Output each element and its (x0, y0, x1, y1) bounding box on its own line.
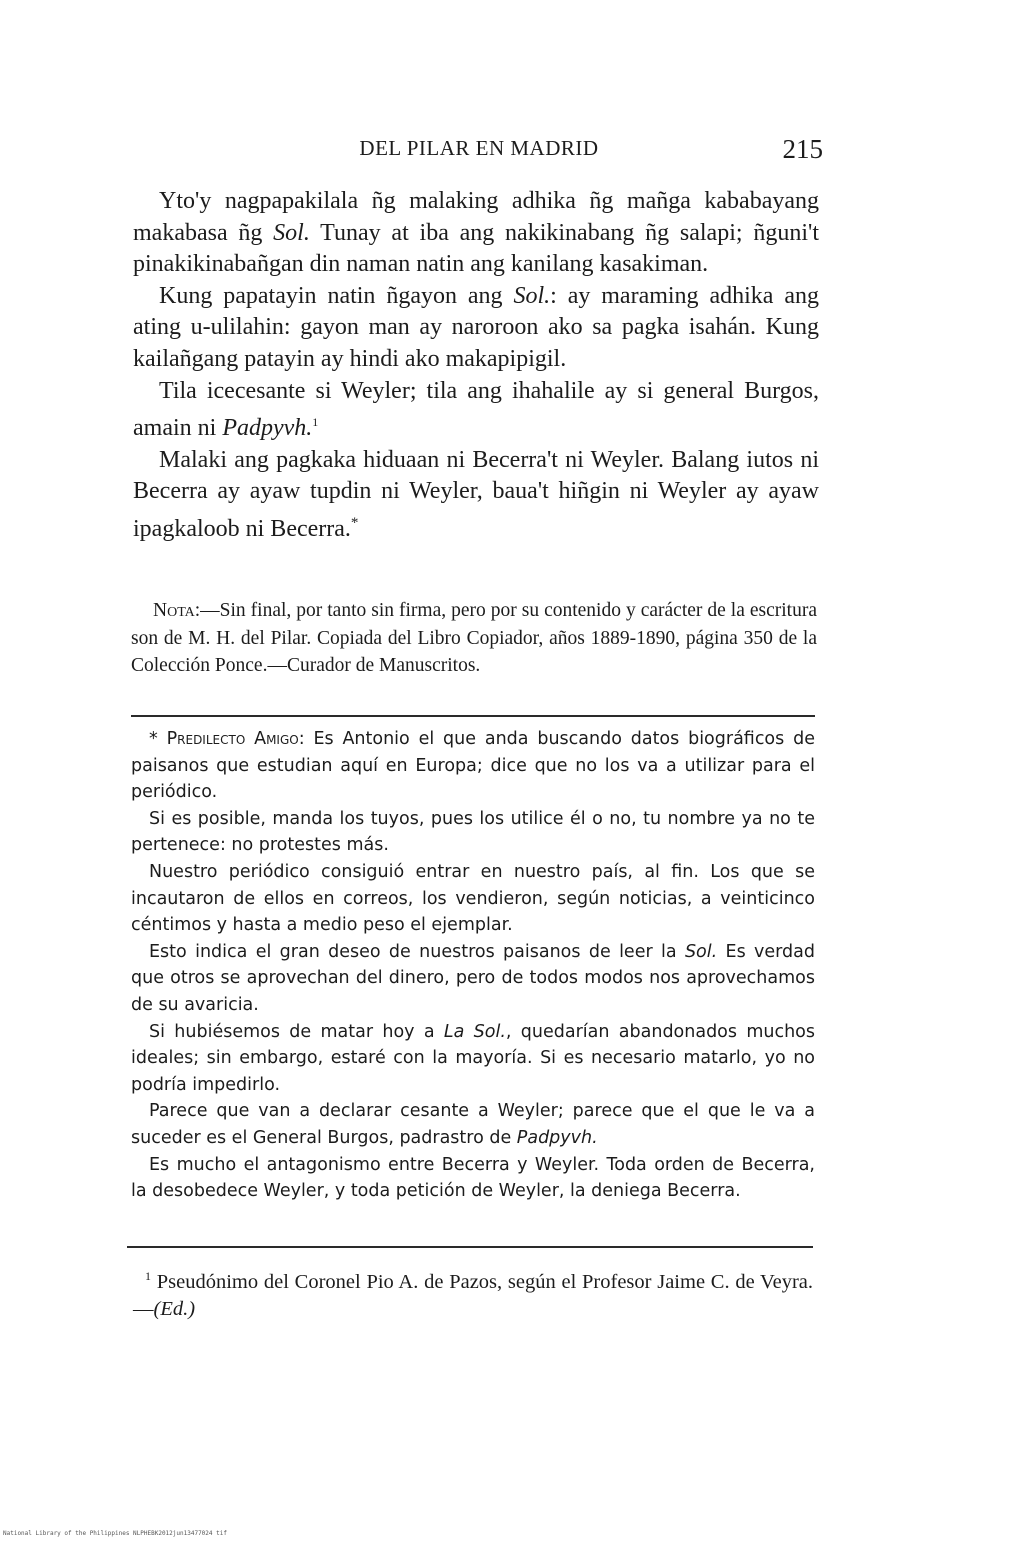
running-header (133, 134, 825, 174)
running-title: DEL PILAR EN MADRID (359, 136, 599, 160)
translation-mark: * (149, 729, 158, 749)
translation-paragraph-2: Si es posible, manda los tuyos, pues los utilice él o no, tu nombre ya no te pertenece: no protestes más. (131, 808, 815, 856)
salutation: Predilecto Amigo: (166, 729, 305, 749)
body-paragraph-4: Malaki ang pagkaka hiduaan ni Becerra't ni Weyler. Balang iutos ni Becerra ay ayaw tupdin ni Weyler, baua't hiñgin ni Weyler ay ayaw ipagkaloob ni Becerra.* (133, 446, 819, 542)
sol-title: Sol. (684, 941, 718, 962)
footnote-reference: 1 (312, 415, 319, 430)
translation-paragraph-7: Es mucho el antagonismo entre Becerra y Weyler. Toda orden de Becerra, la desobedece Weyler, y toda petición de Weyler, la deniega Becerra. (131, 1154, 815, 1202)
curator-note (131, 597, 817, 680)
editor-tag: (Ed.) (153, 1297, 196, 1320)
pseudonym: Padpyvh. (222, 415, 313, 442)
translation-paragraph-3: Nuestro periódico consiguió entrar en nuestro país, al fin. Los que se incautaron de ellos en correos, los vendieron, según noticias, a veinticinco céntimos y hasta a medio peso el ejemplar. (131, 861, 815, 936)
note-label: Nota: (153, 600, 201, 621)
translation-paragraph-6: Parece que van a declarar cesante a Weyler; parece que el que le va a suceder es el General Burgos, padrastro de Padpyvh. (131, 1101, 815, 1148)
body-paragraph-3: Tila icecesante si Weyler; tila ang ihahalile ay si general Burgos, amain ni Padpyvh.$^1$ (133, 377, 819, 442)
body-paragraph-2: Kung papatayin natin ñgayon ang Sol.: ay maraming adhika ang ating u-ulilahin: gayon man ay naroroon ako sa pagka isahán. Kung kailañgang patayin ay hindi ako makapipigil. (133, 282, 819, 372)
sol-title: Sol. (513, 282, 551, 309)
page-number: 215 (782, 134, 823, 164)
letter-body (133, 186, 819, 546)
spanish-translation (131, 726, 815, 1205)
body-paragraph-1: Yto'y nagpapakilala ñg malaking adhika ñg mañga kababayang makabasa ñg Sol. Tunay at iba ang nakikinabang ñg salapi; ñguni't pinakikinabañgan din naman natin ang kanilang kasakiman. (133, 188, 819, 278)
sol-title: Sol. (273, 219, 310, 246)
footnote: $^1$ Pseudónimo del Coronel Pio A. de Pazos, según el Profesor Jaime C. de Veyra.—(Ed.) (133, 1269, 813, 1320)
footnote-rule (127, 1246, 813, 1248)
scan-imprint: National Library of the Philippines NLPHEBK2012jun13477024 tif (3, 1530, 227, 1537)
pseudonym: Padpyvh. (516, 1127, 598, 1148)
translation-paragraph-1: * Predilecto Amigo: Es Antonio el que anda buscando datos biográficos de paisanos que estudian aquí en Europa; dice que no los va a utilizar para el periódico. (131, 729, 815, 803)
divider-rule (131, 715, 815, 717)
translation-paragraph-4: Esto indica el gran deseo de nuestros paisanos de leer la Sol. Es verdad que otros se aprovechan del dinero, pero de todos modos nos aprovechamos de su avaricia. (131, 941, 815, 1015)
footnote-mark: 1 (145, 1269, 151, 1283)
translation-paragraph-5: Si hubiésemos de matar hoy a La Sol., quedarían abandonados muchos ideales; sin embargo, estaré con la mayoría. Si es necesario matarlo, yo no podría impedirlo. (131, 1021, 816, 1095)
translation-reference: * (350, 514, 359, 531)
sol-title: La Sol. (443, 1021, 506, 1042)
note-text: —Sin final, por tanto sin firma, pero por su contenido y carácter de la escritura son de M. H. del Pilar. Copiada del Libro Copiador, años 1889-1890, página 350 de la Colección Ponce.—Curador de Manuscritos. (131, 600, 817, 676)
